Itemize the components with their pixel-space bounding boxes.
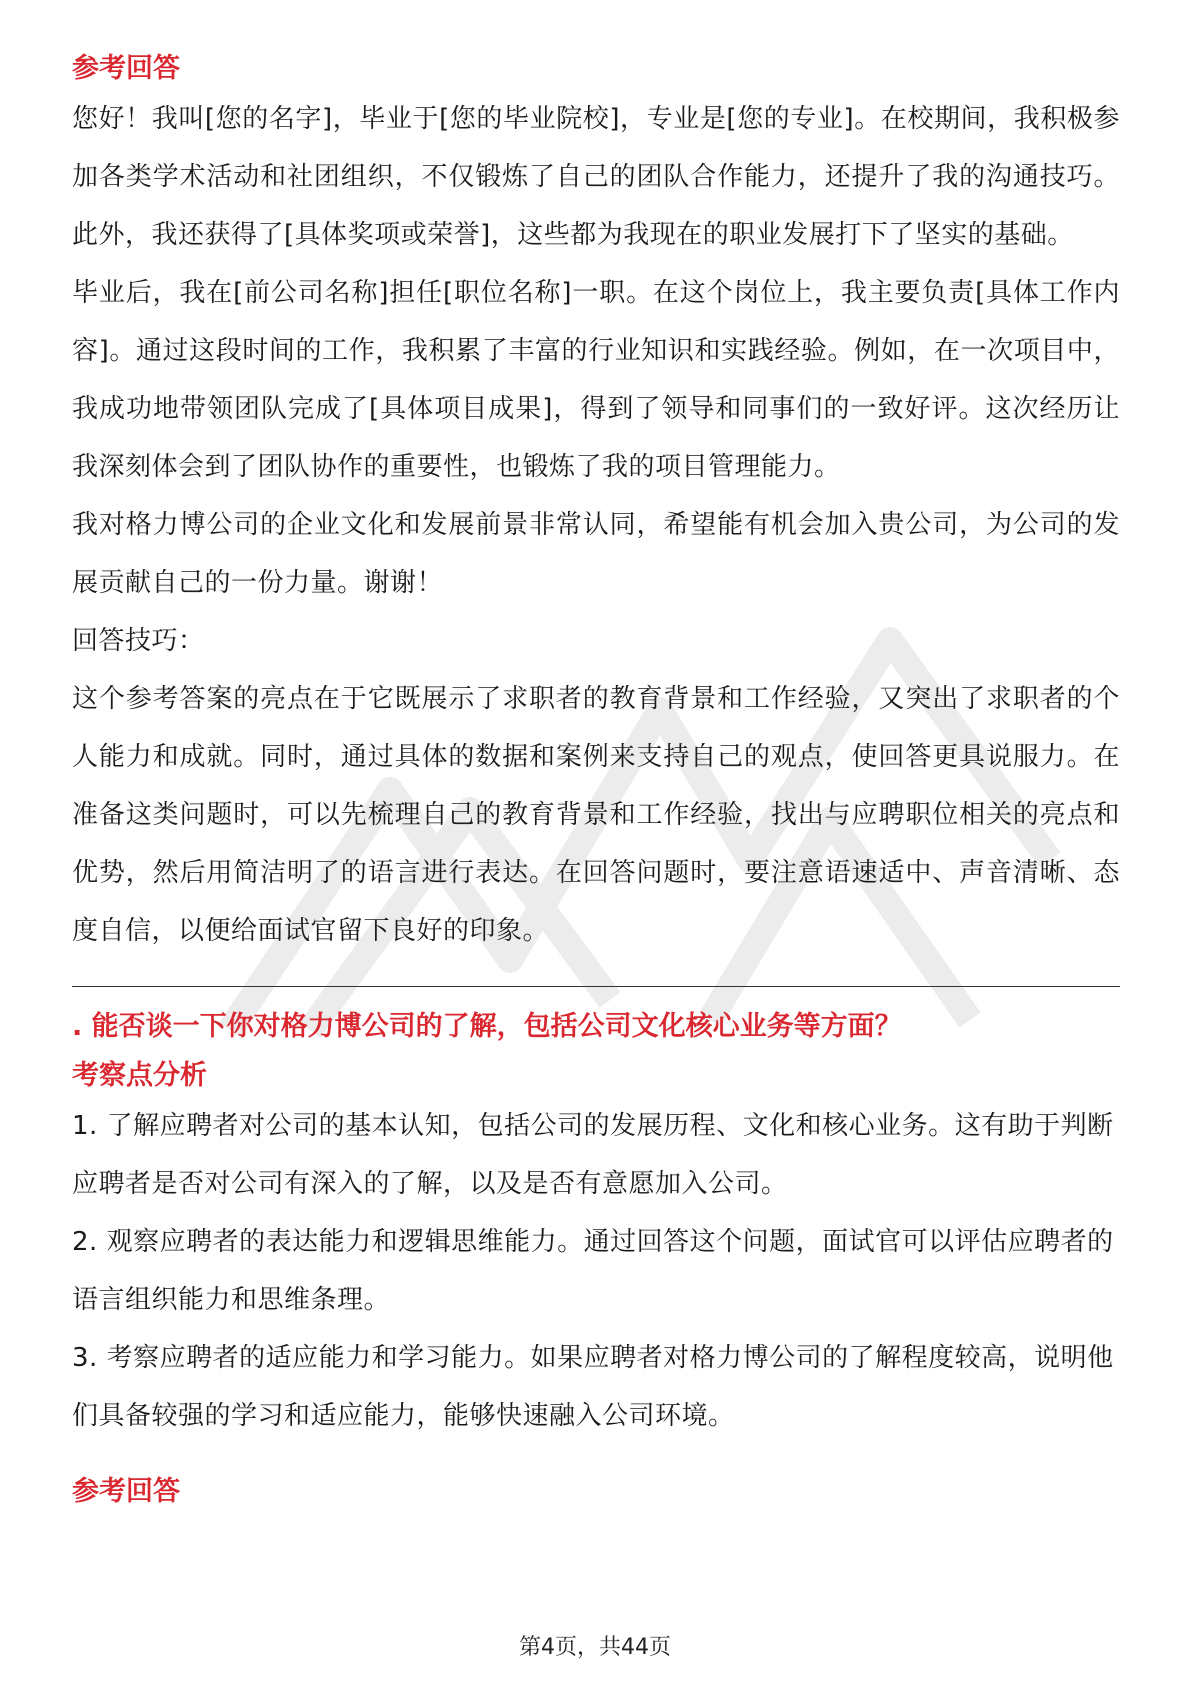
answer-paragraph-experience: 毕业后，我在[前公司名称]担任[职位名称]一职。在这个岗位上，我主要负责[具体工作内容]。通过这段时间的工作，我积累了丰富的行业知识和实践经验。例如，在一次项目中，我成功地带领团队完成了[具体项目成果]，得到了领导和同事们的一致好评。这次经历让我深刻体会到了团队协作的重要性，也锻炼了我的项目管理能力。 bbox=[72, 278, 1120, 482]
page-content bbox=[72, 48, 1120, 1513]
question-title: . 能否谈一下你对格力博公司的了解，包括公司文化核心业务等方面？ bbox=[72, 1011, 902, 1042]
section-divider bbox=[72, 986, 1120, 987]
reference-answer-heading: 参考回答 bbox=[72, 53, 180, 84]
answer-paragraph-closing: 我对格力博公司的企业文化和发展前景非常认同，希望能有机会加入贵公司，为公司的发展贡献自己的一份力量。谢谢！ bbox=[72, 510, 1120, 598]
analysis-item: 2. 观察应聘者的表达能力和逻辑思维能力。通过回答这个问题，面试官可以评估应聘者的语言组织能力和思维条理。 bbox=[72, 1227, 1114, 1315]
analysis-item: 3. 考察应聘者的适应能力和学习能力。如果应聘者对格力博公司的了解程度较高，说明他们具备较强的学习和适应能力，能够快速融入公司环境。 bbox=[72, 1343, 1114, 1431]
analysis-heading: 考察点分析 bbox=[72, 1060, 207, 1091]
answer-tips-label: 回答技巧： bbox=[72, 626, 205, 656]
answer-tips-paragraph: 这个参考答案的亮点在于它既展示了求职者的教育背景和工作经验，又突出了求职者的个人能力和成就。同时，通过具体的数据和案例来支持自己的观点，使回答更具说服力。在准备这类问题时，可以先梳理自己的教育背景和工作经验，找出与应聘职位相关的亮点和优势，然后用简洁明了的语言进行表达。在回答问题时，要注意语速适中、声音清晰、态度自信，以便给面试官留下良好的印象。 bbox=[72, 684, 1120, 946]
analysis-item: 1. 了解应聘者对公司的基本认知，包括公司的发展历程、文化和核心业务。这有助于判断应聘者是否对公司有深入的了解，以及是否有意愿加入公司。 bbox=[72, 1111, 1114, 1199]
reference-answer-heading-2: 参考回答 bbox=[72, 1476, 180, 1507]
page-footer: 第4页，共44页 bbox=[519, 1635, 671, 1660]
answer-paragraph-intro: 您好！我叫[您的名字]，毕业于[您的毕业院校]，专业是[您的专业]。在校期间，我积极参加各类学术活动和社团组织，不仅锻炼了自己的团队合作能力，还提升了我的沟通技巧。此外，我还获得了[具体奖项或荣誉]，这些都为我现在的职业发展打下了坚实的基础。 bbox=[72, 104, 1120, 250]
